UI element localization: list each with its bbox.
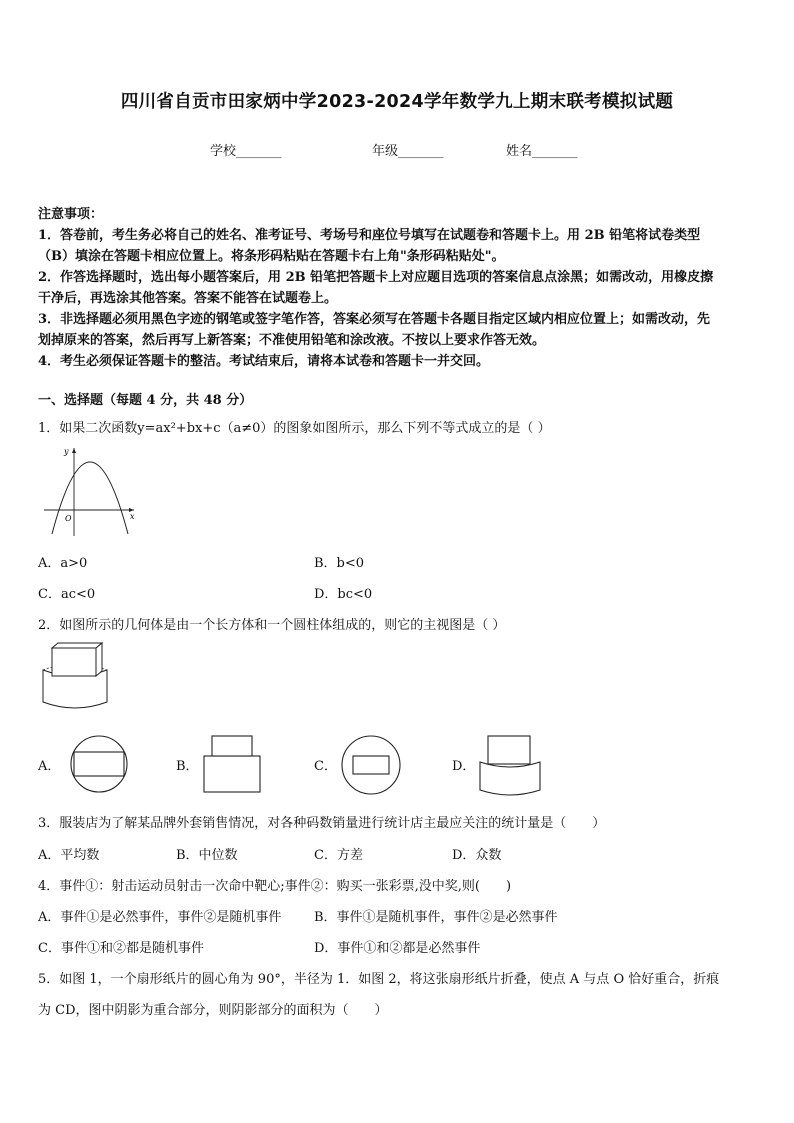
option-a[interactable]: A． (38, 759, 61, 774)
option-d[interactable]: D．事件①和②都是必然事件 (314, 941, 481, 956)
option-d[interactable]: D．众数 (452, 848, 502, 863)
question-4-stem: 4．事件①：射击运动员射击一次命中靶心;事件②：购买一张彩票,没中奖,则( ) (38, 879, 512, 894)
solid-figure (40, 640, 110, 716)
option-d[interactable]: D． (452, 759, 476, 774)
question-2-stem: 2．如图所示的几何体是由一个长方体和一个圆柱体组成的，则它的主视图是（ ） (38, 618, 506, 633)
option-c-view[interactable] (340, 734, 404, 796)
question-3-stem: 3．服装店为了解某品牌外套销售情况，对各种码数销量进行统计店主最应关注的统计量是（ ） (38, 816, 606, 831)
question-1-stem: 1．如果二次函数y=ax²+bx+c（a≠0）的图象如图所示，那么下列不等式成立的是（ ） (38, 421, 551, 436)
option-c[interactable]: C．事件①和②都是随机事件 (38, 941, 204, 956)
option-c[interactable]: C．方差 (314, 848, 363, 863)
parabola-graph (40, 442, 140, 538)
exam-title: 四川省自贡市田家炳中学2023-2024学年数学九上期末联考模拟试题 (120, 92, 674, 112)
name-field[interactable]: 姓名_______ (506, 144, 578, 159)
school-field[interactable]: 学校_______ (210, 144, 282, 159)
notice-line: 划掉原来的答案，然后再写上新答案；不准使用铅笔和涂改液。不按以上要求作答无效。 (38, 333, 546, 348)
grade-field[interactable]: 年级_______ (372, 144, 444, 159)
option-d[interactable]: D．bc<0 (314, 587, 373, 602)
option-c[interactable]: C．ac<0 (38, 587, 96, 602)
notice-line: 1．答卷前，考生务必将自己的姓名、准考证号、考场号和座位号填写在试题卷和答题卡上。用 2B 铅笔将试卷类型 (38, 228, 701, 243)
notice-heading: 注意事项： (38, 207, 104, 222)
graph-y-label: y (64, 447, 69, 456)
graph-origin-label: O (65, 514, 72, 523)
notice-line: （B）填涂在答题卡相应位置上。将条形码粘贴在答题卡右上角"条形码粘贴处"。 (38, 249, 505, 264)
option-b[interactable]: B．b<0 (314, 556, 365, 571)
option-d-view[interactable] (476, 732, 544, 798)
option-a[interactable]: A．平均数 (38, 848, 100, 863)
question-5-stem: 5．如图 1，一个扇形纸片的圆心角为 90°，半径为 1．如图 2，将这张扇形纸片折叠，使点 A 与点 O 恰好重合，折痕 (38, 972, 720, 987)
option-c[interactable]: C． (314, 759, 337, 774)
option-b[interactable]: B． (176, 759, 199, 774)
option-a-view[interactable] (66, 734, 132, 794)
notice-line: 3．非选择题必须用黑色字迹的钢笔或签字笔作答，答案必须写在答题卡各题目指定区域内相应位置上；如需改动，先 (38, 312, 711, 327)
notice-line: 干净后，再选涂其他答案。答案不能答在试题卷上。 (38, 291, 338, 306)
option-b[interactable]: B．中位数 (176, 848, 238, 863)
option-a[interactable]: A．a>0 (38, 556, 88, 571)
question-5-stem: 为 CD，图中阴影为重合部分，则阴影部分的面积为（ ） (38, 1003, 388, 1018)
section-heading: 一、选择题（每题 4 分，共 48 分） (38, 393, 253, 408)
graph-x-label: x (130, 512, 135, 521)
option-a[interactable]: A．事件①是必然事件，事件②是随机事件 (38, 910, 282, 925)
notice-line: 4．考生必须保证答题卡的整洁。考试结束后，请将本试卷和答题卡一并交回。 (38, 354, 490, 369)
option-b[interactable]: B．事件①是随机事件，事件②是必然事件 (314, 910, 558, 925)
notice-line: 2．作答选择题时，选出每小题答案后，用 2B 铅笔把答题卡上对应题目选项的答案信息点涂黑；如需改动，用橡皮擦 (38, 270, 714, 285)
option-b-view[interactable] (202, 732, 264, 796)
